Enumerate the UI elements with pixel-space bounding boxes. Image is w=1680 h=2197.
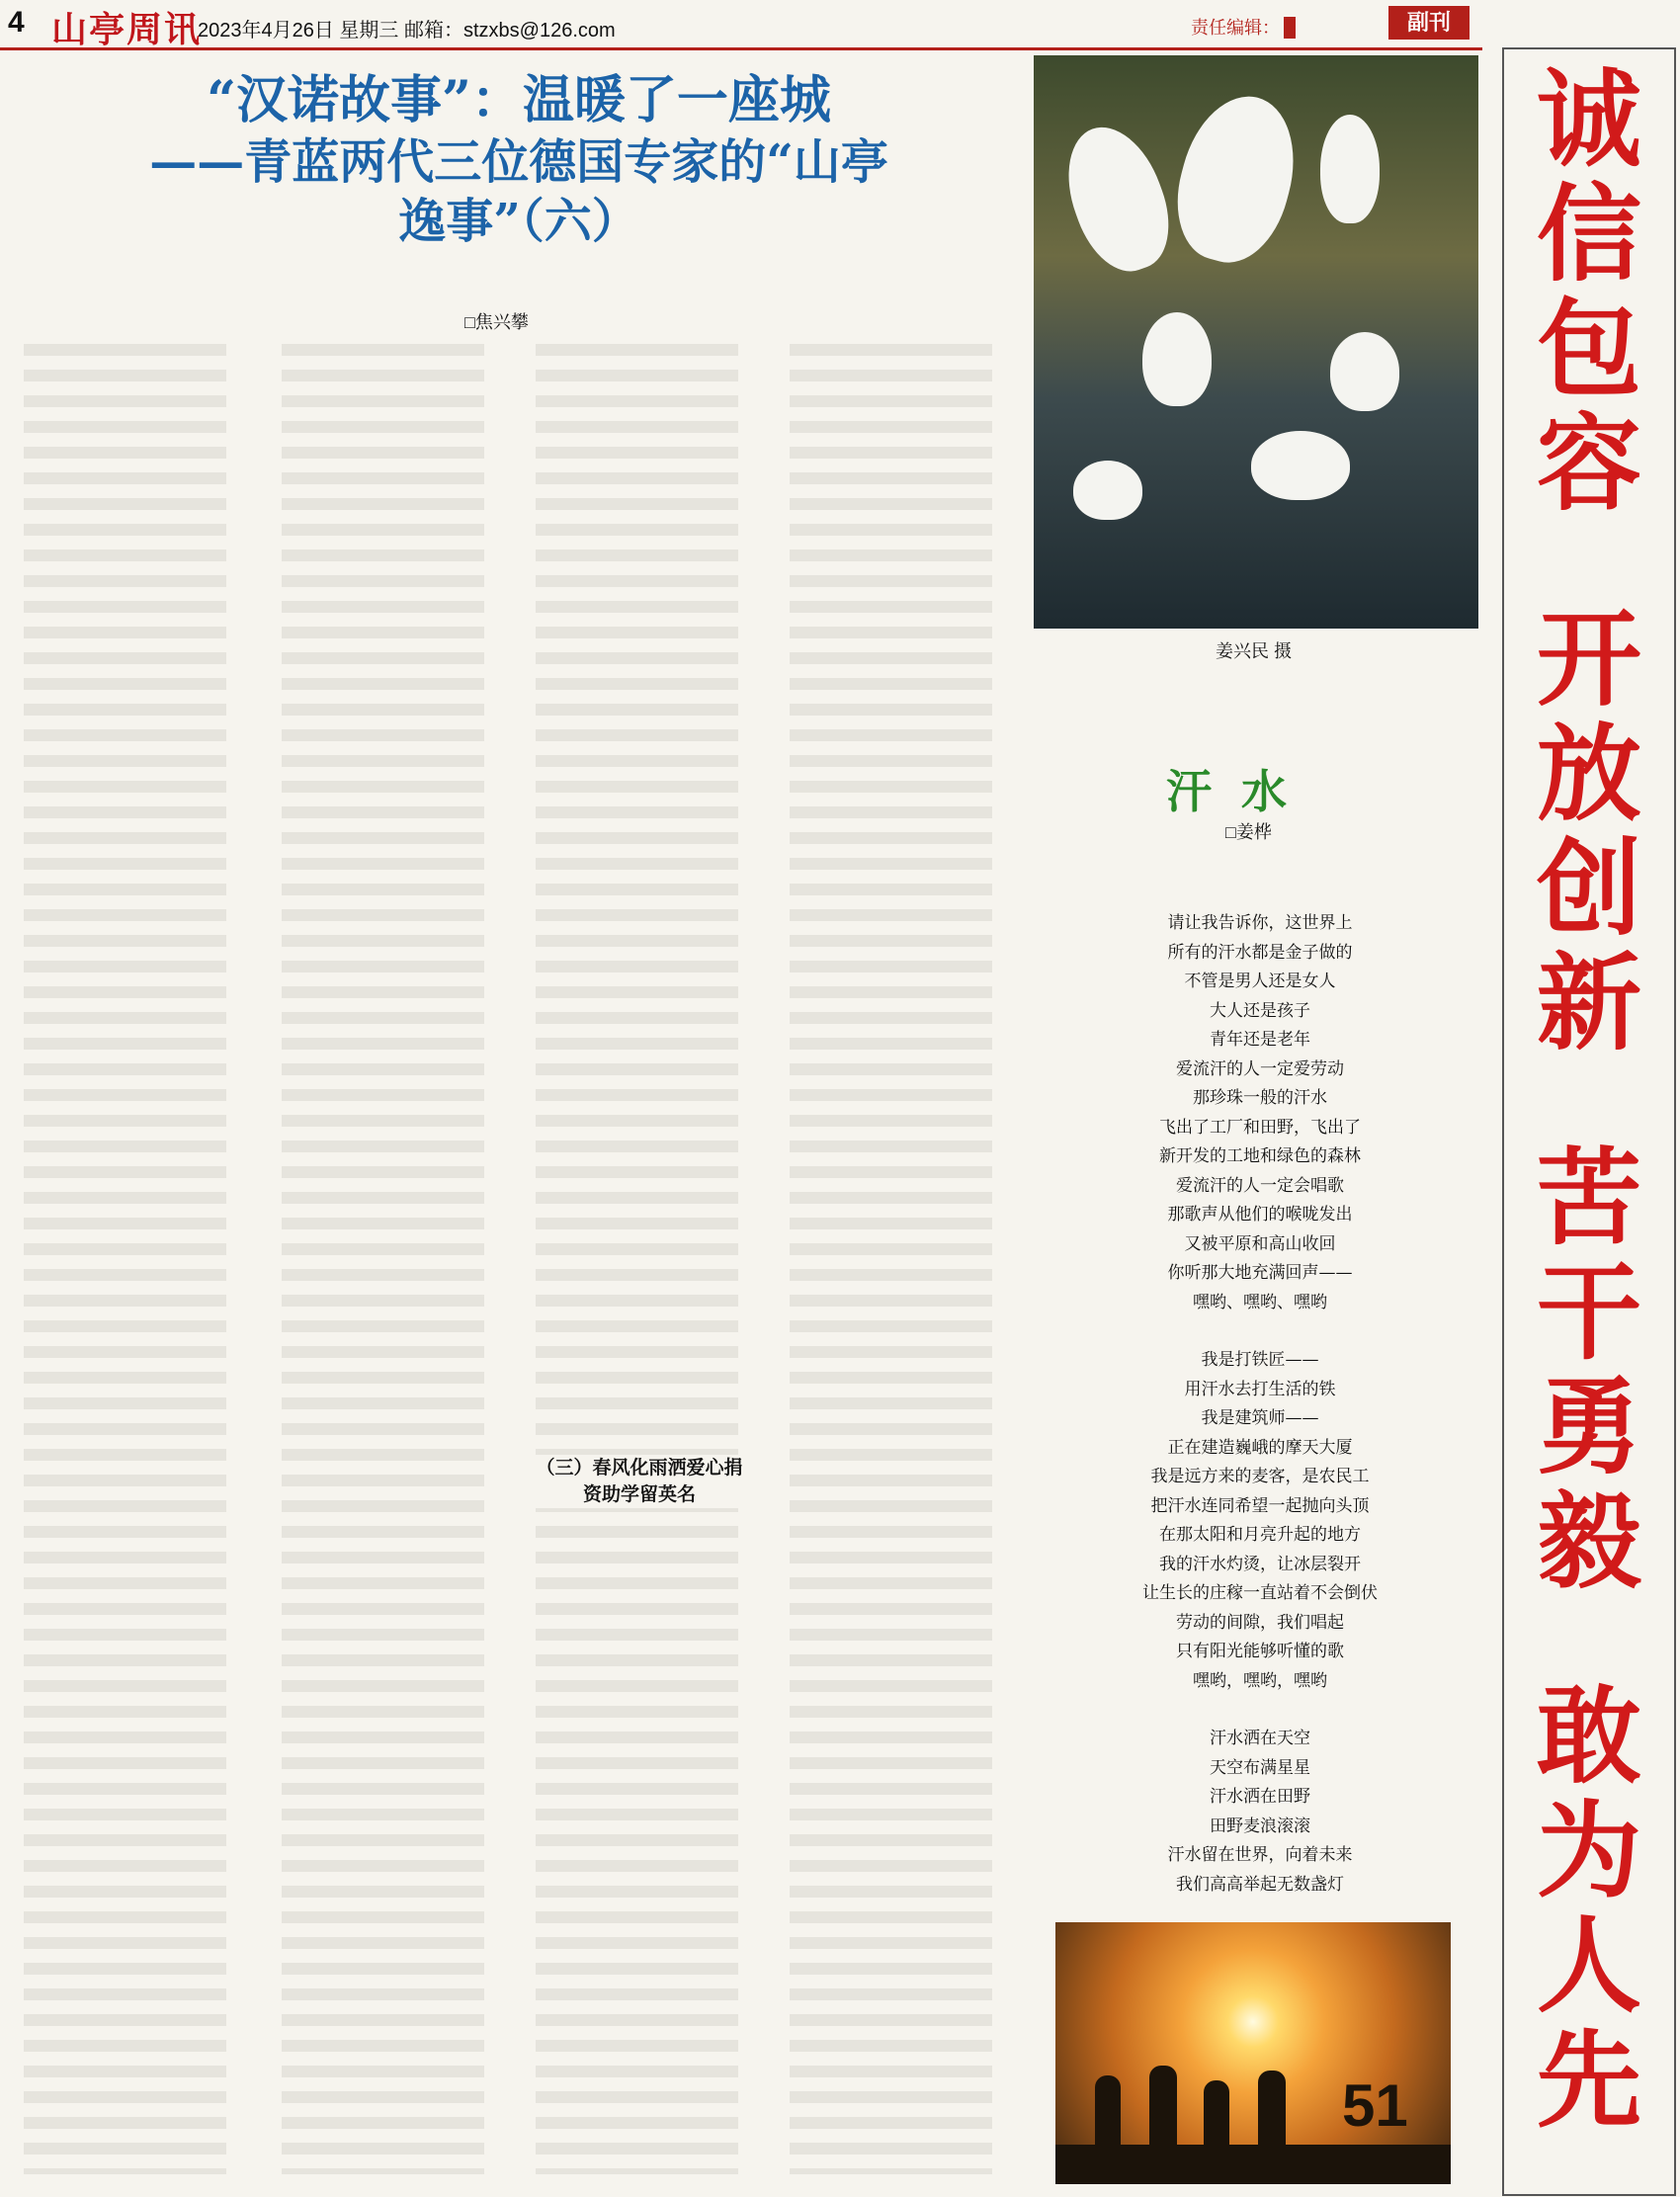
poem-line: 我是建筑师—— — [1201, 1408, 1319, 1428]
slogan-text: 开 放 创 新 — [1537, 602, 1641, 1062]
poem-line: 请让我告诉你，这世界上 — [1167, 913, 1353, 933]
editor-credit — [1191, 14, 1296, 40]
poem-line: 劳动的间隙，我们唱起 — [1176, 1612, 1344, 1633]
poem-line: 我是远方来的麦客，是农民工 — [1150, 1467, 1370, 1486]
poem-line: 所有的汗水都是金子做的 — [1167, 942, 1353, 963]
article-byline: □焦兴攀 — [464, 312, 529, 332]
worker-silhouette — [1258, 2070, 1286, 2184]
photo-caption — [1216, 637, 1292, 663]
poem-line: 青年还是老年 — [1210, 1030, 1310, 1050]
article-subhead-box — [536, 1455, 743, 1508]
poem-line: 那珍珠一般的汗水 — [1193, 1088, 1327, 1108]
poem-line: 正在建造巍峨的摩天大厦 — [1167, 1437, 1353, 1458]
poem-line: 田野麦浪滚滚 — [1210, 1816, 1310, 1836]
worker-silhouette — [1204, 2080, 1229, 2184]
poem-author: □姜桦 — [1225, 822, 1272, 842]
poem-body — [1057, 909, 1463, 1928]
poem-line: 我是打铁匠—— — [1201, 1350, 1319, 1370]
section-tag: 副刊 — [1388, 6, 1470, 40]
slogan-panel — [1502, 47, 1676, 2196]
slogan-line-2 — [1504, 603, 1674, 1061]
poem-line: 用汗水去打生活的铁 — [1184, 1379, 1336, 1399]
poem-line: 那歌声从他们的喉咙发出 — [1167, 1205, 1353, 1225]
photo-credit-author: 姜兴民 — [1216, 641, 1269, 661]
poem-title: 汗水 — [1166, 765, 1316, 818]
slogan-line-3 — [1504, 1141, 1674, 1600]
poem-line: 大人还是孩子 — [1210, 1000, 1310, 1021]
article-column-2 — [282, 336, 484, 2194]
date-line: 2023年4月26日 星期三 邮箱：stzxbs@126.com — [198, 20, 616, 42]
slogan-text: 敢 为 人 先 — [1537, 1679, 1641, 2140]
slogan-line-1 — [1504, 63, 1674, 522]
column-1-body — [24, 336, 226, 2174]
poem-line: 爱流汗的人一定会唱歌 — [1176, 1175, 1344, 1196]
egret-shape — [1050, 114, 1185, 284]
poem-line: 只有阳光能够听懂的歌 — [1176, 1642, 1344, 1661]
poem-line: 嘿哟，嘿哟，嘿哟 — [1193, 1670, 1327, 1691]
poem-line: 嘿哟、嘿哟、嘿哟 — [1193, 1292, 1327, 1312]
egret-photo — [1034, 55, 1478, 629]
poem-stanza — [1057, 1346, 1463, 1696]
column-3-body — [536, 336, 738, 2174]
egret-shape — [1330, 332, 1399, 411]
poem-line: 把汗水连同希望一起抛向头顶 — [1150, 1495, 1370, 1516]
photo-label: 51 — [1342, 2072, 1408, 2139]
egret-shape — [1142, 312, 1212, 406]
article-column-1 — [24, 336, 226, 2194]
poem-line: 在那太阳和月亮升起的地方 — [1159, 1525, 1361, 1545]
headline-line-3: 逸事”（六） — [398, 194, 639, 249]
headline-line-2: ——青蓝两代三位德国专家的“山亭 — [149, 134, 888, 190]
egret-shape — [1073, 461, 1142, 520]
poem-line: 又被平原和高山收回 — [1184, 1233, 1336, 1254]
slogan-line-4 — [1504, 1680, 1674, 2139]
egret-shape — [1162, 84, 1310, 275]
article-column-4 — [790, 336, 992, 2194]
article-subhead: （三）春风化雨洒爱心捐资助学留英名 — [536, 1455, 743, 1508]
poem-stanza — [1057, 909, 1463, 1317]
article-headline — [20, 69, 1018, 251]
poem-line: 你听那大地充满回声—— — [1167, 1263, 1353, 1283]
egret-shape — [1320, 115, 1380, 223]
paper-logo: 山亭周讯 — [51, 9, 203, 50]
photo-credit-suffix: 摄 — [1274, 641, 1293, 661]
slogan-text: 诚 信 包 容 — [1537, 62, 1641, 523]
column-4-body — [790, 336, 992, 2174]
sunset-photo — [1055, 1922, 1451, 2184]
editor-label: 责任编辑： — [1191, 18, 1280, 38]
poem-line: 我们高高举起无数盏灯 — [1176, 1874, 1344, 1895]
masthead — [0, 0, 1482, 50]
poem-line: 爱流汗的人一定爱劳动 — [1176, 1058, 1344, 1079]
poem-line: 汗水洒在田野 — [1210, 1787, 1310, 1807]
poem-line: 我的汗水灼烫，让冰层裂开 — [1159, 1554, 1361, 1574]
column-2-body — [282, 336, 484, 2174]
page-number: 4 — [8, 6, 25, 39]
poem-line: 汗水洒在天空 — [1210, 1729, 1310, 1748]
poem-line: 让生长的庄稼一直站着不会倒伏 — [1142, 1583, 1378, 1603]
poem-line: 飞出了工厂和田野，飞出了 — [1159, 1117, 1361, 1138]
worker-silhouette — [1095, 2075, 1121, 2184]
poem-stanza — [1057, 1725, 1463, 1900]
worker-silhouette — [1149, 2066, 1177, 2184]
poem-line: 新开发的工地和绿色的森林 — [1159, 1146, 1361, 1166]
headline-line-1: “汉诺故事”：温暖了一座城 — [207, 70, 831, 130]
egret-shape — [1251, 431, 1350, 500]
poem-line: 不管是男人还是女人 — [1184, 972, 1336, 991]
editor-name — [1284, 17, 1296, 39]
poem-line: 汗水留在世界，向着未来 — [1167, 1845, 1353, 1865]
poem-line: 天空布满星星 — [1210, 1757, 1310, 1778]
slogan-text: 苦 干 勇 毅 — [1537, 1141, 1641, 1601]
article-column-3 — [536, 336, 738, 2194]
